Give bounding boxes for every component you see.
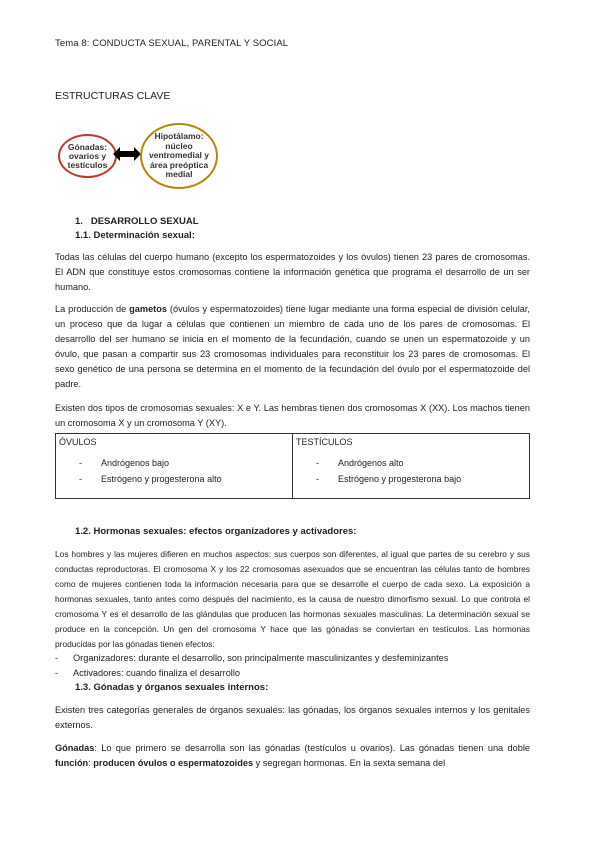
ovulos-cell [56,434,293,499]
table-list-item: - Andrógenos bajo [79,458,170,468]
subsection-heading-1-2: 1.2. Hormonas sexuales: efectos organizadores y activadores: [75,526,357,537]
bullet-text: Organizadores: durante el desarrollo, son principalmente masculinizantes y desfeminizantes [73,653,449,663]
p6-text-b: : Lo que primero se desarrolla son las gónadas (testículos u ovarios). Las gónadas tienen una doble [94,743,530,753]
hormone-table [55,433,530,499]
double-arrow-icon [113,147,141,161]
gonads-label: Gónadas: ovarios y testículos [67,141,108,170]
p6-text-f: y segregan hormonas. En la sexta semana del [253,758,446,768]
item-text: Andrógenos alto [338,458,404,468]
item-text: Estrógeno y progesterona bajo [338,474,462,484]
section-number: 1. [75,216,83,227]
paragraph-6 [55,741,530,771]
bullet-text: Activadores: cuando finaliza el desarrollo [73,668,240,678]
p6-text-d: : [88,758,94,768]
item-text: Andrógenos bajo [101,458,170,468]
hypothalamus-label: Hipotálamo: núcleo ventromedial y área preóptica medial [149,131,209,180]
gonads-bubble [58,134,117,178]
testiculos-header: TESTÍCULOS [296,437,353,447]
table-list-item: - Estrógeno y progesterona alto [79,474,222,484]
paragraph-5: Existen tres categorías generales de órganos sexuales: las gónadas, los órganos sexuales internos y los genitales externos. [55,705,530,730]
p2-text-c: (óvulos y espermatozoides) tiene lugar mediante una forma especial de división celular, un proceso que da lugar a células que contienen un miembro de cada uno de los pares de cromosomas. El desarrollo del ser humano se inicia en el momento de la fecundación, cuando se unen un espermatozoide y un óvulo, que pasan a compartir sus 23 cromosomas individuales para reconstituir los 23 pares de cromosomas. El sexo genético de una persona se determina en el momento de la fecundación del óvulo por el espermatozoide del padre. [55,304,530,389]
subsection-heading-1-3: 1.3. Gónadas y órganos sexuales internos: [75,682,269,693]
paragraph-3: Existen dos tipos de cromosomas sexuales: X e Y. Las hembras tienen dos cromosomas X (XX). Los machos tienen un cromosoma X y un cromosoma Y (XY). [55,403,530,428]
p2-text-a: La producción de [55,304,130,314]
paragraph-1: Todas las células del cuerpo humano (excepto los espermatozoides y los óvulos) tienen 23 pares de cromosomas. El ADN que constituye estos cromosomas contiene la información genética que programa el desarrollo de un ser humano. [55,252,530,292]
subsection-heading-1-1: 1.1. Determinación sexual: [75,230,195,241]
bullet-item-1: - Organizadores: durante el desarrollo, son principalmente masculinizantes y desfeminizantes [55,653,449,663]
table-list-item: - Andrógenos alto [316,458,404,468]
hypothalamus-bubble [140,123,218,189]
paragraph-2 [55,302,530,392]
item-text: Estrógeno y progesterona alto [101,474,222,484]
section-heading-1 [75,216,199,227]
key-structures-title: ESTRUCTURAS CLAVE [55,90,171,102]
document-header: Tema 8: CONDUCTA SEXUAL, PARENTAL Y SOCIAL [55,38,289,49]
p6-bold-produce: producen óvulos o espermatozoides [93,758,254,768]
ovulos-header: ÓVULOS [59,437,97,447]
p6-bold-gonadas: Gónadas [55,743,95,753]
section-title: DESARROLLO SEXUAL [90,216,199,227]
bullet-item-2: - Activadores: cuando finaliza el desarrollo [55,668,240,678]
testiculos-cell [293,434,530,499]
paragraph-4: Los hombres y las mujeres difieren en muchos aspectos: sus cuerpos son diferentes, al igual que partes de su cerebro y sus conductas reproductoras. El cromosoma X y los 22 cromosomas asexuados que se encuentran las células tanto de hombres como de mujeres contienen toda la información necesaria para que se desarrolle el cuerpo de cada sexo. La exposición a hormonas sexuales, tanto antes como después del nacimiento, es la causa de nuestro dimorfismo sexual. Lo que controla el cromosoma Y es el desarrollo de las glándulas que producen las hormonas sexuales masculinas. La determinación sexual se produce en la concepción. Un gen del cromosoma Y hace que las gónadas se conviertan en testículos. Las hormonas producidas por las gónadas tienen efectos: [55,549,530,649]
table-list-item: - Estrógeno y progesterona bajo [316,474,462,484]
p6-bold-funcion: función [55,758,89,768]
p2-bold-gametos: gametos [129,304,167,314]
